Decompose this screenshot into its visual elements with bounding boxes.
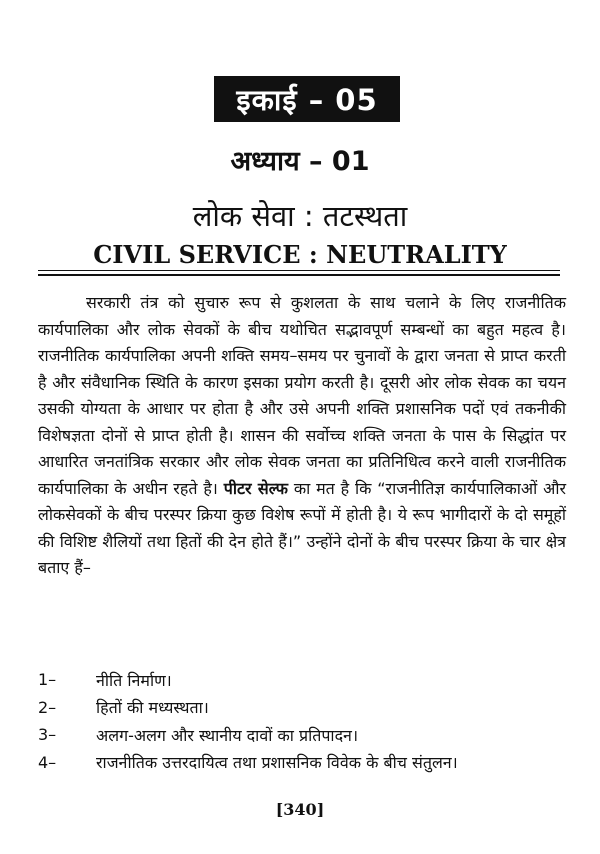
unit-badge bbox=[214, 76, 400, 122]
list-number: 4– bbox=[38, 752, 57, 772]
body-paragraph bbox=[38, 290, 566, 582]
chapter-heading: अध्याय – 01 bbox=[230, 146, 370, 177]
list-text: अलग-अलग और स्थानीय दावों का प्रतिपादन। bbox=[96, 725, 359, 745]
list-item bbox=[38, 749, 578, 777]
list-number: 3– bbox=[38, 725, 57, 745]
page-number: [340] bbox=[275, 800, 325, 819]
bold-name: पीटर सेल्फ bbox=[223, 478, 288, 498]
title-hindi: लोक सेवा : तटस्थता bbox=[192, 199, 408, 233]
list-number: 2– bbox=[38, 697, 57, 717]
list-number: 1– bbox=[38, 670, 57, 690]
unit-label: इकाई – 05 bbox=[236, 82, 378, 117]
title-english: CIVIL SERVICE : NEUTRALITY bbox=[93, 240, 507, 269]
divider-thin bbox=[38, 270, 560, 271]
divider-thick bbox=[38, 274, 560, 276]
list-item bbox=[38, 666, 578, 694]
list-item bbox=[38, 721, 578, 749]
paragraph-part-2: का मत है कि “राजनीतिज्ञ कार्यपालिकाओं और लोकसेवकों के बीच परस्पर क्रिया कुछ विशेष रूपों में होती है। ये रूप भागीदारों के दो समूहों की विशिष्ट शैलियों तथा हितों की देन होते हैं।” उन्होंने दोनों के बीच परस्पर क्रिया के चार क्षेत्र बताए हैं– bbox=[38, 478, 567, 577]
list-item bbox=[38, 694, 578, 722]
list-text: हितों की मध्यस्थता। bbox=[96, 698, 209, 718]
areas-list bbox=[38, 666, 578, 776]
paragraph-part-1: सरकारी तंत्र को सुचारु रूप से कुशलता के साथ चलाने के लिए राजनीतिक कार्यपालिका और लोक सेवकों के बीच यथोचित सद्भावपूर्ण सम्बन्धों का बहुत महत्व है। राजनीतिक कार्यपालिका अपनी शक्ति समय–समय पर चुनावों के द्वारा जनता से प्राप्त करती है और संवैधानिक स्थिति के कारण इसका प्रयोग करती है। दूसरी ओर लोक सेवक का चयन उसकी योग्यता के आधार पर होता है और उसे अपनी शक्ति प्रशासनिक पदों एवं तकनीकी विशेषज्ञता दोनों से प्राप्त होती है। शासन की सर्वोच्च शक्ति जनता के पास के सिद्धांत पर आधारित जनतांत्रिक सरकार और लोक सेवक जनता का प्रतिनिधित्व करने वाली राजनीतिक कार्यपालिका के अधीन रहते है। bbox=[38, 293, 566, 498]
list-text: राजनीतिक उत्तरदायित्व तथा प्रशासनिक विवेक के बीच संतुलन। bbox=[96, 753, 458, 773]
list-text: नीति निर्माण। bbox=[96, 670, 172, 690]
